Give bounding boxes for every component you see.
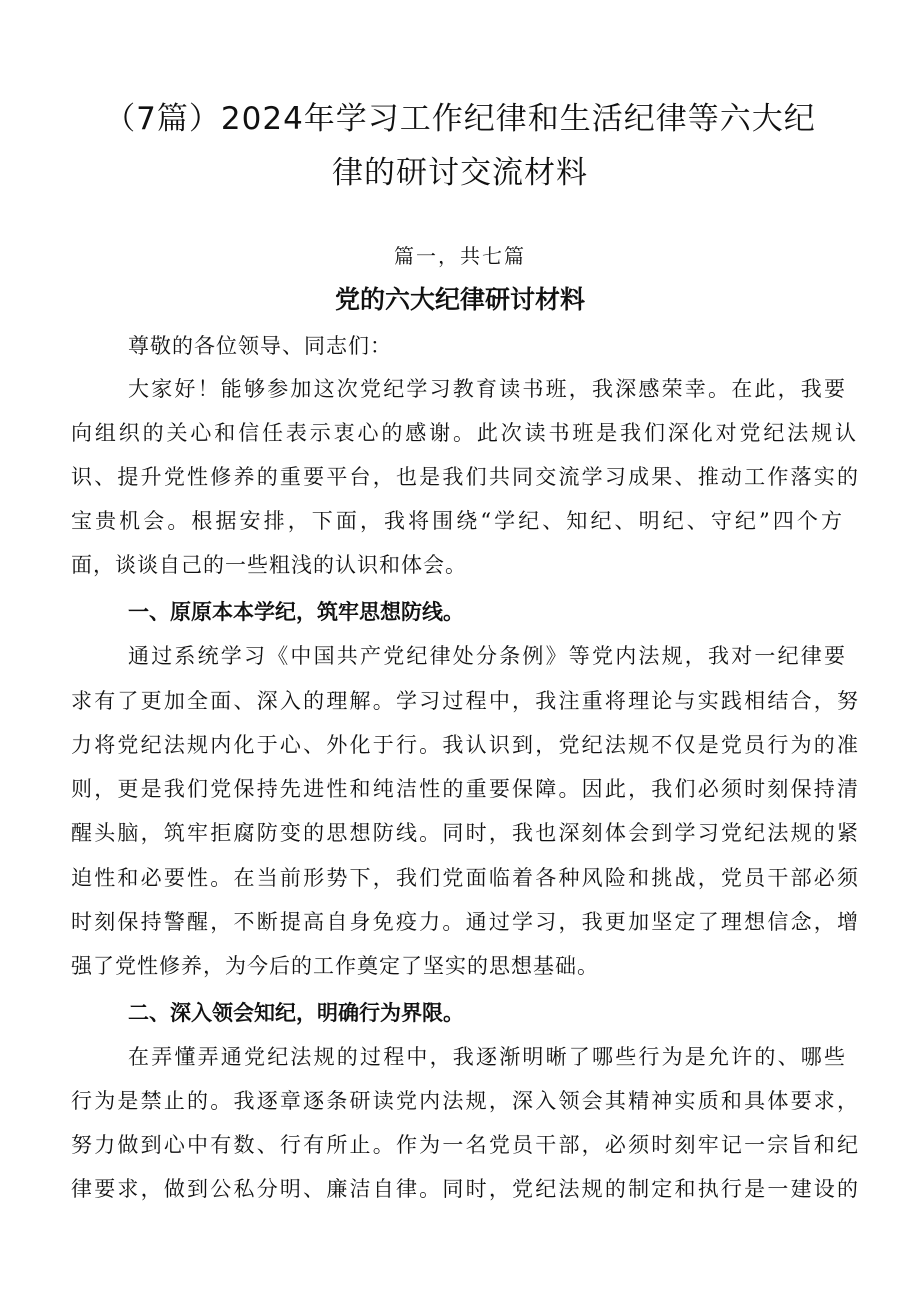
section-2-line: 行为是禁止的。我逐章逐条研读党内法规，深入领会其精神实质和具体要求， — [71, 1089, 859, 1113]
document-title — [70, 92, 850, 200]
intro-line: 面，谈谈自己的一些粗浅的认识和体会。 — [71, 553, 467, 577]
section-1-line: 则，更是我们党保持先进性和纯洁性的重要保障。因此，我们必须时刻保持清 — [71, 777, 859, 801]
document-title-line-1: （7篇）2024年学习工作纪律和生活纪律等六大纪 — [104, 101, 816, 137]
section-2-line: 努力做到心中有数、行有所止。作为一名党员干部，必须时刻牢记一宗旨和纪 — [71, 1133, 859, 1157]
intro-line: 识、提升党性修养的重要平台，也是我们共同交流学习成果、推动工作落实的 — [71, 465, 859, 489]
section-label: 篇一，共七篇 — [394, 244, 526, 268]
section-1-line: 时刻保持警醒，不断提高自身免疫力。通过学习，我更加坚定了理想信念，增 — [71, 910, 859, 934]
section-2-line: 律要求，做到公私分明、廉洁自律。同时，党纪法规的制定和执行是一建设的 — [71, 1177, 859, 1201]
section-1-line: 求有了更加全面、深入的理解。学习过程中，我注重将理论与实践相结合，努 — [71, 689, 859, 713]
intro-line: 向组织的关心和信任表示衷心的感谢。此次读书班是我们深化对党纪法规认 — [71, 421, 857, 445]
section-1-line: 醒头脑，筑牢拒腐防变的思想防线。同时，我也深刻体会到学习党纪法规的紧 — [71, 821, 859, 845]
section-heading-2: 二、深入领会知纪，明确行为界限。 — [128, 1001, 464, 1025]
section-1-line: 强了党性修养，为今后的工作奠定了坚实的思想基础。 — [71, 954, 599, 978]
section-1-line: 通过系统学习《中国共产党纪律处分条例》等党内法规，我对一纪律要 — [128, 644, 846, 668]
intro-line: 宝贵机会。根据安排，下面，我将围绕“学纪、知纪、明纪、守纪”四个方 — [71, 509, 843, 533]
section-heading-1: 一、原原本本学纪，筑牢思想防线。 — [128, 600, 464, 624]
document-title-line-2: 律的研讨交流材料 — [332, 155, 588, 191]
greeting-line: 尊敬的各位领导、同志们： — [128, 334, 392, 358]
section-1-line: 迫性和必要性。在当前形势下，我们党面临着各种风险和挑战，党员干部必须 — [71, 866, 859, 890]
intro-line: 大家好！能够参加这次党纪学习教育读书班，我深感荣幸。在此，我要 — [128, 377, 846, 401]
section-1-line: 力将党纪法规内化于心、外化于行。我认识到，党纪法规不仅是党员行为的准 — [71, 733, 859, 757]
section-2-line: 在弄懂弄通党纪法规的过程中，我逐渐明晰了哪些行为是允许的、哪些 — [128, 1045, 846, 1069]
article-title: 党的六大纪律研讨材料 — [334, 285, 585, 314]
